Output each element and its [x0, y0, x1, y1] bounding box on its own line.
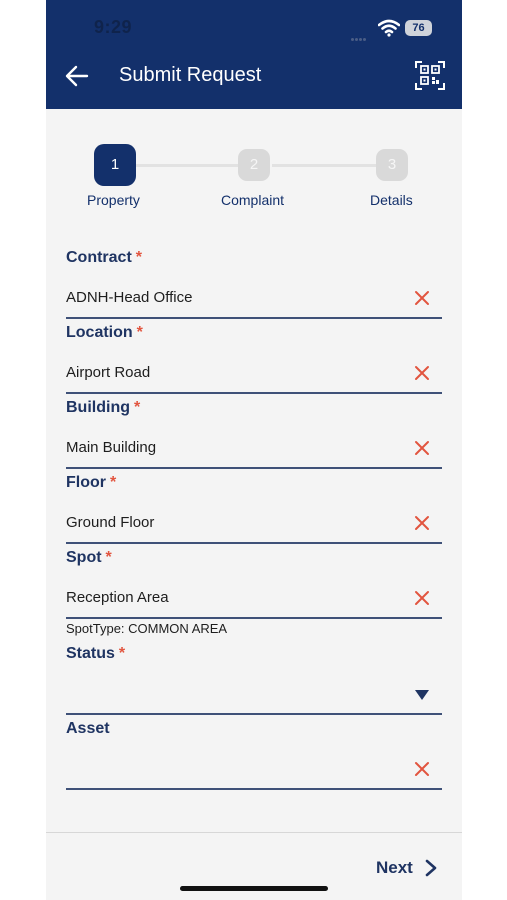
location-underline [66, 392, 442, 394]
home-indicator [180, 886, 328, 891]
step-2-indicator[interactable]: 2 [238, 149, 270, 181]
location-field[interactable]: Airport Road [66, 364, 151, 381]
back-arrow-icon[interactable] [64, 63, 90, 89]
clear-spot-icon[interactable] [414, 590, 430, 606]
spot-underline [66, 617, 442, 619]
required-marker: * [118, 645, 126, 662]
clear-location-icon[interactable] [414, 365, 430, 381]
floor-underline [66, 542, 442, 544]
location-label: Location * [66, 324, 143, 341]
spot-field[interactable]: Reception Area [66, 589, 169, 606]
status-underline [66, 713, 442, 715]
building-label: Building * [66, 399, 141, 416]
contract-underline [66, 317, 442, 319]
chevron-down-icon[interactable] [414, 689, 430, 701]
signal-icon [351, 28, 369, 32]
page-title: Submit Request [119, 64, 262, 86]
asset-label: Asset [66, 720, 110, 737]
clear-asset-icon[interactable] [414, 761, 430, 777]
required-marker: * [105, 549, 112, 566]
step-1-indicator[interactable]: 1 [94, 144, 136, 186]
spot-label: Spot * [66, 549, 112, 566]
step-1-label: Property [87, 192, 140, 208]
spot-type-text: SpotType: COMMON AREA [66, 621, 228, 636]
step-connector [136, 164, 240, 167]
next-button-label: Next [376, 858, 413, 877]
required-marker: * [133, 399, 141, 416]
clear-building-icon[interactable] [414, 440, 430, 456]
wifi-icon [378, 19, 400, 37]
contract-label: Contract * [66, 249, 143, 266]
status-time: 9:29 [94, 17, 133, 37]
step-3-indicator[interactable]: 3 [376, 149, 408, 181]
battery-icon: 76 [405, 20, 432, 36]
clear-contract-icon[interactable] [414, 290, 430, 306]
required-marker: * [136, 324, 143, 341]
required-marker: * [135, 249, 143, 266]
building-underline [66, 467, 442, 469]
qr-code-scan-icon[interactable] [415, 60, 445, 91]
progress-stepper [46, 140, 462, 220]
bottom-bar [46, 832, 462, 900]
status-label: Status * [66, 645, 126, 662]
clear-floor-icon[interactable] [414, 515, 430, 531]
chevron-right-icon [425, 859, 437, 877]
app-header [46, 0, 462, 109]
floor-field[interactable]: Ground Floor [66, 514, 155, 531]
next-button[interactable] [376, 857, 437, 879]
app-screen [46, 0, 462, 900]
asset-underline [66, 788, 442, 790]
step-3-label: Details [370, 192, 413, 208]
floor-label: Floor * [66, 474, 117, 491]
step-connector [272, 164, 380, 167]
step-2-label: Complaint [221, 192, 285, 208]
building-field[interactable]: Main Building [66, 439, 157, 456]
contract-field[interactable]: ADNH-Head Office [66, 289, 193, 306]
required-marker: * [110, 474, 117, 491]
